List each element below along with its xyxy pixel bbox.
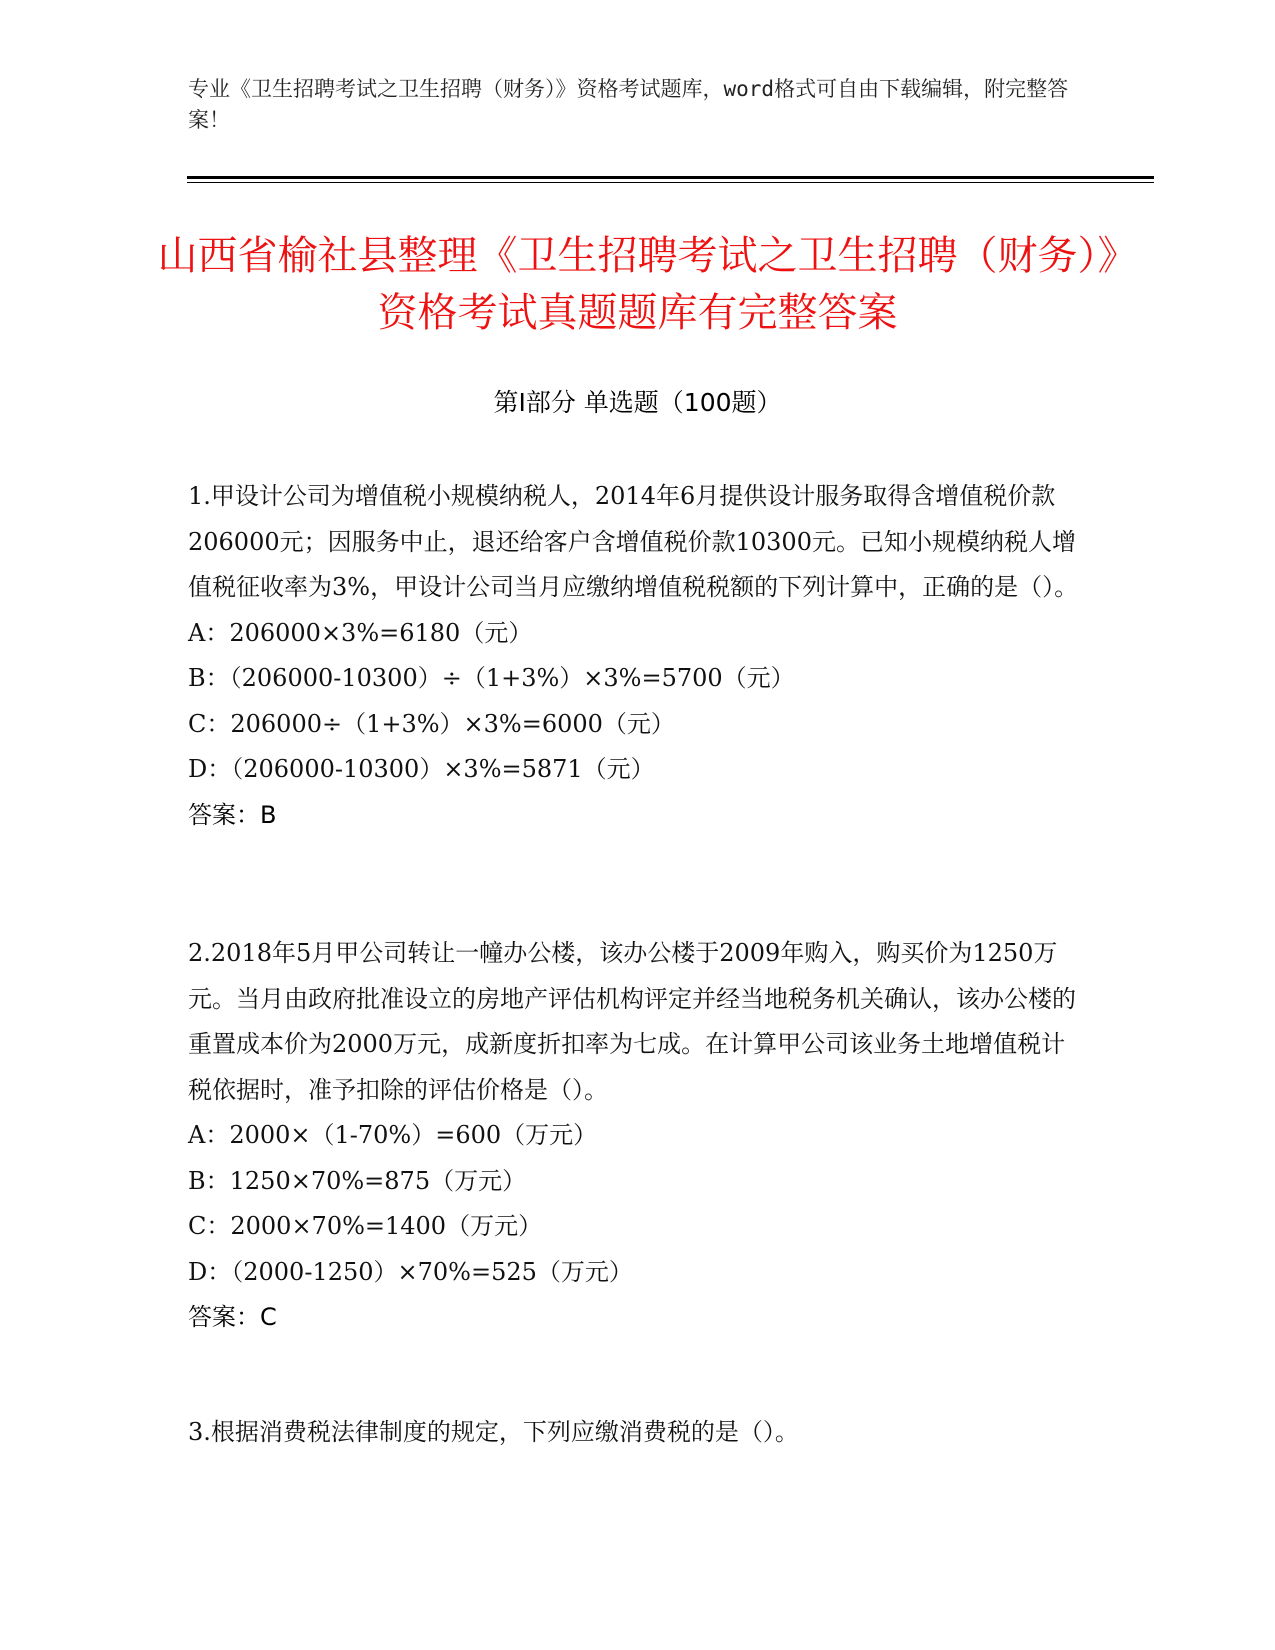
question-3 xyxy=(188,1410,1088,1456)
section-heading: 第Ⅰ部分 单选题（100题） xyxy=(493,388,782,417)
option-c: C：2000×70%=1400（万元） xyxy=(188,1212,543,1240)
document-title: 山西省榆社县整理《卫生招聘考试之卫生招聘（财务）》资格考试真题题库有完整答案 xyxy=(157,233,1118,336)
header-divider-thick xyxy=(187,176,1154,179)
option-d: D：（206000-10300）×3%=5871（元） xyxy=(188,755,655,783)
question-1 xyxy=(188,474,1088,838)
question-text: 2.2018年5月甲公司转让一幢办公楼，该办公楼于2009年购入，购买价为1250万元。当月由政府批准设立的房地产评估机构评定并经当地税务机关确认，该办公楼的重置成本价为2000万元，成新度折扣率为七成。在计算甲公司该业务土地增值税计税依据时，准予扣除的评估价格是（）。 xyxy=(188,939,1076,1104)
header-divider-thin xyxy=(187,182,1154,183)
header-note: 专业《卫生招聘考试之卫生招聘（财务）》资格考试题库，word格式可自由下载编辑，附完整答案！ xyxy=(188,77,1069,132)
answer: 答案：C xyxy=(188,1303,277,1331)
option-b: B：（206000-10300）÷（1+3%）×3%=5700（元） xyxy=(188,664,795,692)
option-a: A：206000×3%=6180（元） xyxy=(188,618,533,647)
question-text: 1.甲设计公司为增值税小规模纳税人，2014年6月提供设计服务取得含增值税价款206000元；因服务中止，退还给客户含增值税价款10300元。已知小规模纳税人增值税征收率为3%，甲设计公司当月应缴纳增值税税额的下列计算中，正确的是（）。 xyxy=(188,482,1079,601)
question-text: 3.根据消费税法律制度的规定，下列应缴消费税的是（）。 xyxy=(188,1418,799,1446)
option-b: B：1250×70%=875（万元） xyxy=(188,1166,527,1195)
option-c: C：206000÷（1+3%）×3%=6000（元） xyxy=(188,709,675,738)
answer: 答案：B xyxy=(188,800,277,829)
question-2 xyxy=(188,931,1088,1341)
option-d: D：（2000-1250）×70%=525（万元） xyxy=(188,1257,633,1286)
option-a: A：2000×（1-70%）=600（万元） xyxy=(188,1121,598,1149)
